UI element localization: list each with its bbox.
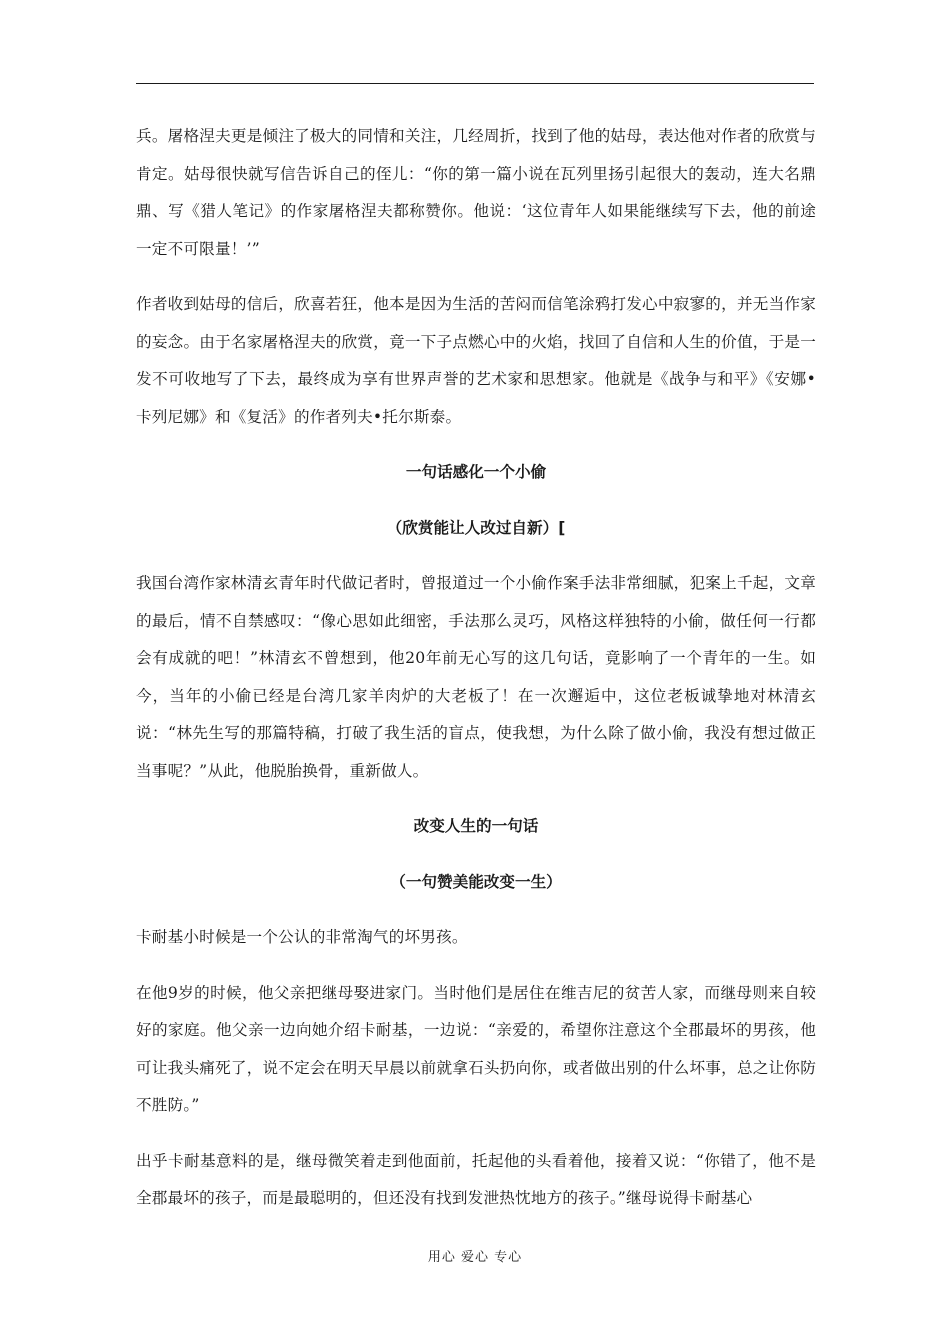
paragraph: 兵。屠格涅夫更是倾注了极大的同情和关注，几经周折，找到了他的姑母，表达他对作者的欣赏与肯定。姑母很快就写信告诉自己的侄儿：“你的第一篇小说在瓦列里扬引起很大的轰动，连大名鼎鼎、写《猎人笔记》的作家屠格涅夫都称赞你。他说：‘这位青年人如果能继续写下去，他的前途一定不可限量！’” (136, 127, 816, 258)
paragraph: 作者收到姑母的信后，欣喜若狂，他本是因为生活的苦闷而信笔涂鸦打发心中寂寥的，并无当作家的妄念。由于名家屠格涅夫的欣赏，竟一下子点燃心中的火焰，找回了自信和人生的价值，于是一发不可收地写了下去，最终成为享有世界声誉的艺术家和思想家。他就是《战争与和平》《安娜•卡列尼娜》和《复活》的作者列夫•托尔斯泰。 (136, 295, 816, 426)
section-subtitle: （欣赏能让人改过自新）[ (386, 518, 566, 537)
section-title: 改变人生的一句话 (413, 817, 539, 835)
document-body (136, 118, 816, 1236)
section-title: 一句话感化一个小偷 (405, 463, 547, 481)
header-rule (136, 83, 814, 84)
paragraph: 卡耐基小时候是一个公认的非常淘气的坏男孩。 (136, 928, 468, 946)
paragraph: 我国台湾作家林清玄青年时代做记者时，曾报道过一个小偷作案手法非常细腻，犯案上千起，文章的最后，情不自禁感叹：“像心思如此细密，手法那么灵巧，风格这样独特的小偷，做任何一行都会有成就的吧！”林清玄不曾想到，他20年前无心写的这几句话，竟影响了一个青年的一生。如今，当年的小偷已经是台湾几家羊肉炉的大老板了！在一次邂逅中，这位老板诚挚地对林清玄说：“林先生写的那篇特稿，打破了我生活的盲点，使我想，为什么除了做小偷，我没有想过做正当事呢？”从此，他脱胎换骨，重新做人。 (136, 574, 816, 780)
section-subtitle: （一句赞美能改变一生） (390, 872, 562, 891)
paragraph: 在他9岁的时候，他父亲把继母娶进家门。当时他们是居住在维吉尼的贫苦人家，而继母则来自较好的家庭。他父亲一边向她介绍卡耐基，一边说：“亲爱的，希望你注意这个全郡最坏的男孩，他可让我头痛死了，说不定会在明天早晨以前就拿石头扔向你，或者做出别的什么坏事，总之让你防不胜防。” (136, 983, 816, 1114)
page-footer: 用心 爱心 专心 (427, 1250, 523, 1265)
paragraph: 出乎卡耐基意料的是，继母微笑着走到他面前，托起他的头看着他，接着又说：“你错了，他不是全郡最坏的孩子，而是最聪明的，但还没有找到发泄热忱地方的孩子。”继母说得卡耐基心 (136, 1151, 816, 1207)
